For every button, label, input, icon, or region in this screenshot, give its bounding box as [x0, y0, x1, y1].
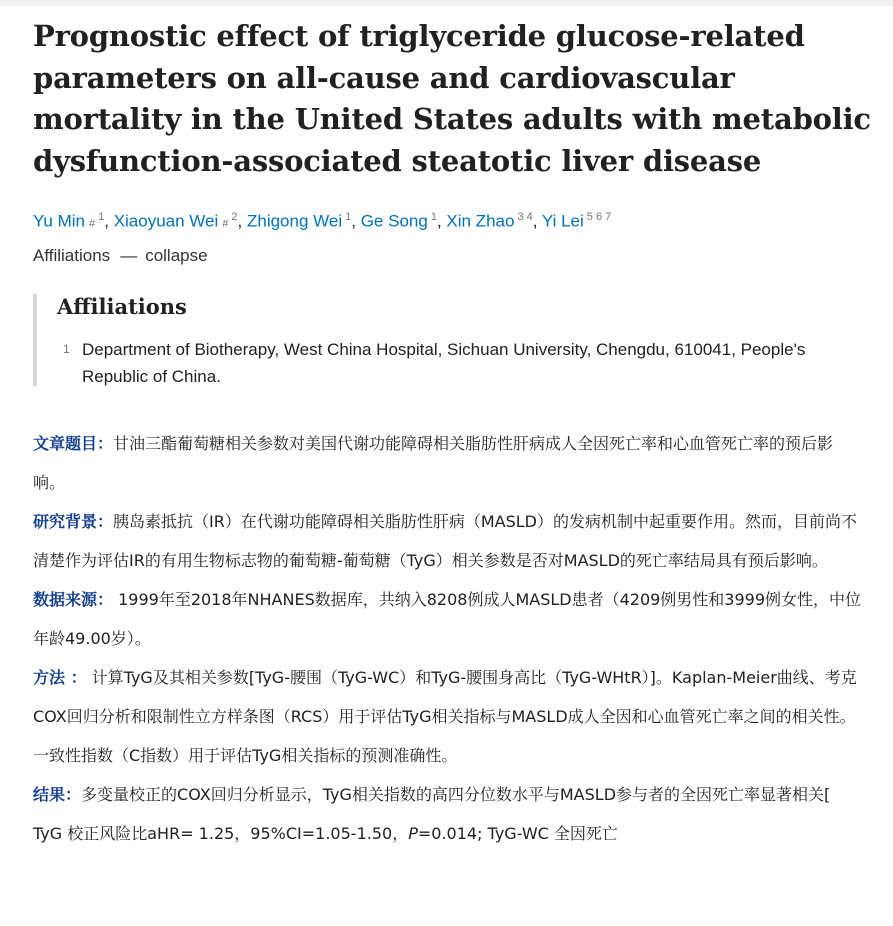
- summary-results-text: 多变量校正的COX回归分析显示，TyG相关指数的高四分位数水平与MASLD参与者的全因死亡率显著相关[ TyG 校正风险比aHR= 1.25，95%CI=1.05-1.50，: [33, 785, 831, 843]
- author-link[interactable]: Ge Song: [360, 211, 428, 231]
- affiliation-number: 1: [63, 342, 70, 356]
- author-link[interactable]: Xiaoyuan Wei: [113, 211, 219, 231]
- affiliations-toggle-label: Affiliations: [33, 246, 111, 265]
- affiliation-ref[interactable]: 1: [345, 211, 352, 223]
- summary-source-label: 数据来源：: [33, 590, 114, 609]
- collapse-link[interactable]: collapse: [145, 246, 208, 265]
- affiliations-toggle[interactable]: [33, 246, 208, 266]
- affiliations-panel: [33, 294, 857, 386]
- summary-results-text-cont: =0.014; TyG-WC 全因死亡: [417, 824, 618, 843]
- affiliations-heading: Affiliations: [57, 294, 187, 319]
- author-link[interactable]: Xin Zhao: [446, 211, 515, 231]
- summary-background-paragraph: [33, 502, 863, 580]
- summary-title-text: 甘油三酯葡萄糖相关参数对美国代谢功能障碍相关脂肪性肝病成人全因死亡率和心血管死亡率的预后影响。: [33, 434, 834, 492]
- summary-background-text: 胰岛素抵抗（IR）在代谢功能障碍相关脂肪性肝病（MASLD）的发病机制中起重要作用。然而，目前尚不清楚作为评估IR的有用生物标志物的葡萄糖-葡萄糖（TyG）相关参数是否对MASLD的死亡率结局具有预后影响。: [33, 512, 857, 570]
- summary-title-label: 文章题目：: [33, 434, 114, 453]
- affiliations-toggle-dash: —: [120, 246, 138, 265]
- chinese-summary: [33, 424, 863, 853]
- summary-results-paragraph: [33, 775, 863, 853]
- summary-methods-label: 方法 ：: [33, 668, 87, 687]
- affiliation-ref[interactable]: 3 4: [517, 211, 533, 223]
- affiliation-ref[interactable]: 1: [430, 211, 437, 223]
- author-link[interactable]: Zhigong Wei: [246, 211, 343, 231]
- affiliation-text: Department of Biotherapy, West China Hospital, Sichuan University, Chengdu, 610041, People's Republic of China.: [82, 340, 806, 386]
- top-bar: [0, 0, 893, 6]
- affiliation-ref[interactable]: 1: [98, 211, 105, 223]
- summary-source-text: 1999年至2018年NHANES数据库，共纳入8208例成人MASLD患者（4209例男性和3999例女性，中位年龄49.00岁）。: [33, 590, 862, 648]
- p-value-symbol: P: [408, 824, 418, 843]
- affiliation-ref[interactable]: 5 6 7: [586, 211, 612, 223]
- equal-contribution-mark[interactable]: #: [222, 217, 229, 230]
- summary-background-label: 研究背景：: [33, 512, 114, 531]
- equal-contribution-mark[interactable]: #: [88, 217, 96, 230]
- article-title: Prognostic effect of triglyceride glucose-related parameters on all-cause and cardiovascular mortality in the United States adults with metabolic dysfunction-associated steatotic liver disease: [33, 19, 871, 178]
- author-list: Yu Min #$^1$, Xiaoyuan Wei #$^2$, Zhigong Wei $^1$, Ge Song $^1$, Xin Zhao $^{3 4}$, Yi Lei $^{5 6 7}$: [33, 211, 612, 231]
- summary-methods-paragraph: [33, 658, 863, 775]
- author-link[interactable]: Yi Lei: [541, 211, 584, 231]
- author-link[interactable]: Yu Min: [33, 211, 85, 231]
- affiliation-ref[interactable]: 2: [231, 211, 238, 223]
- summary-title-paragraph: [33, 424, 863, 502]
- summary-source-paragraph: [33, 580, 863, 658]
- summary-methods-text: 计算TyG及其相关参数[TyG-腰围（TyG-WC）和TyG-腰围身高比（TyG-WHtR）]。Kaplan-Meier曲线、考克COX回归分析和限制性立方样条图（RCS）用于评估TyG相关指标与MASLD成人全因和心血管死亡率之间的相关性。一致性指数（C指数）用于评估TyG相关指标的预测准确性。: [33, 668, 857, 765]
- summary-results-label: 结果：: [33, 785, 82, 804]
